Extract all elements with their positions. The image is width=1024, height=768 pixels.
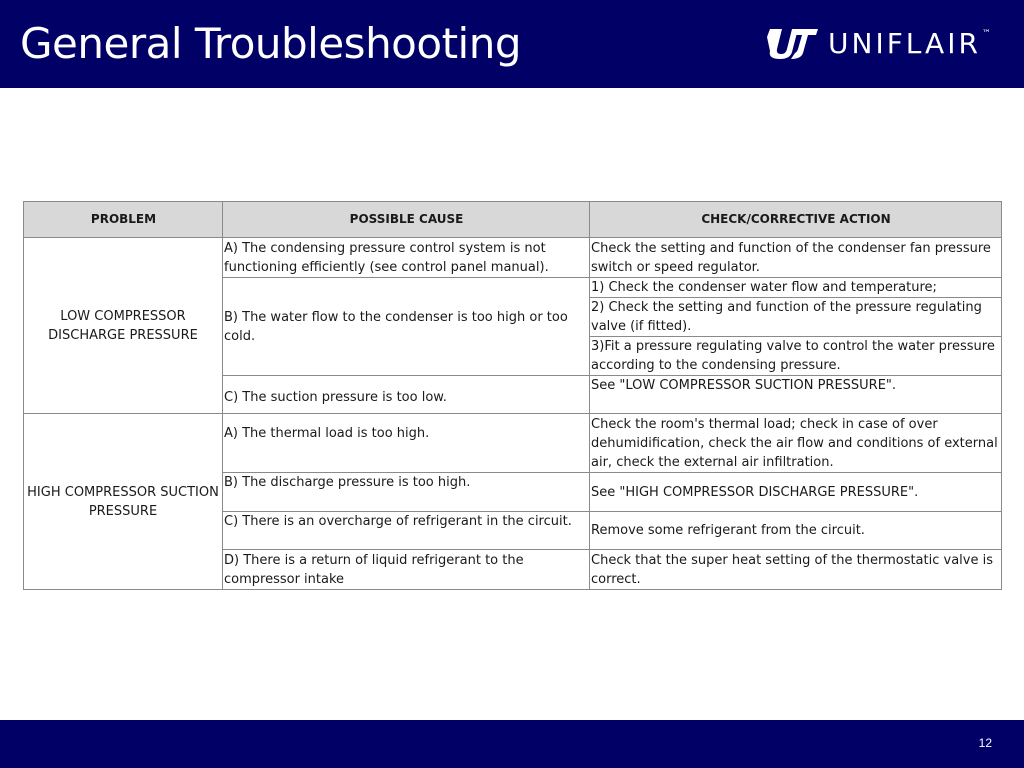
- cause-cell: B) The discharge pressure is too high.: [223, 473, 590, 512]
- table-header-row: [24, 202, 1002, 238]
- action-cell: See "LOW COMPRESSOR SUCTION PRESSURE".: [590, 376, 1002, 414]
- cause-cell: B) The water flow to the condenser is too high or too cold.: [223, 278, 590, 376]
- cause-cell: D) There is a return of liquid refrigerant to the compressor intake: [223, 550, 590, 590]
- header-bar: [0, 0, 1024, 88]
- action-cell: Remove some refrigerant from the circuit.: [590, 512, 1002, 550]
- action-cell: 2) Check the setting and function of the pressure regulating valve (if fitted).: [590, 298, 1002, 337]
- action-cell: 3)Fit a pressure regulating valve to control the water pressure according to the condensing pressure.: [590, 337, 1002, 376]
- troubleshooting-table: [23, 201, 1002, 590]
- logo-wordmark: UNIFLAIR: [828, 27, 981, 60]
- problem-cell: HIGH COMPRESSOR SUCTION PRESSURE: [24, 414, 223, 590]
- cause-cell: C) The suction pressure is too low.: [223, 376, 590, 414]
- cause-cell: A) The condensing pressure control system is not functioning efficiently (see control panel manual).: [223, 238, 590, 278]
- column-header-corrective-action: CHECK/CORRECTIVE ACTION: [590, 202, 1002, 238]
- uniflair-logo-icon: [764, 27, 820, 61]
- action-cell: Check that the super heat setting of the thermostatic valve is correct.: [590, 550, 1002, 590]
- cause-cell: A) The thermal load is too high.: [223, 414, 590, 473]
- cause-cell: C) There is an overcharge of refrigerant in the circuit.: [223, 512, 590, 550]
- trademark-mark: ™: [981, 29, 991, 39]
- page-number: 12: [978, 736, 992, 750]
- action-cell: 1) Check the condenser water flow and temperature;: [590, 278, 1002, 298]
- page-title: General Troubleshooting: [20, 19, 521, 68]
- column-header-problem: PROBLEM: [24, 202, 223, 238]
- action-cell: Check the setting and function of the condenser fan pressure switch or speed regulator.: [590, 238, 1002, 278]
- action-cell: Check the room's thermal load; check in case of over dehumidification, check the air flow and conditions of external air, check the external air infiltration.: [590, 414, 1002, 473]
- table-row: [24, 414, 1002, 473]
- problem-cell: LOW COMPRESSOR DISCHARGE PRESSURE: [24, 238, 223, 414]
- action-cell: See "HIGH COMPRESSOR DISCHARGE PRESSURE".: [590, 473, 1002, 512]
- column-header-possible-cause: POSSIBLE CAUSE: [223, 202, 590, 238]
- table-row: [24, 238, 1002, 278]
- footer-bar: [0, 720, 1024, 768]
- uniflair-logo: [764, 26, 991, 62]
